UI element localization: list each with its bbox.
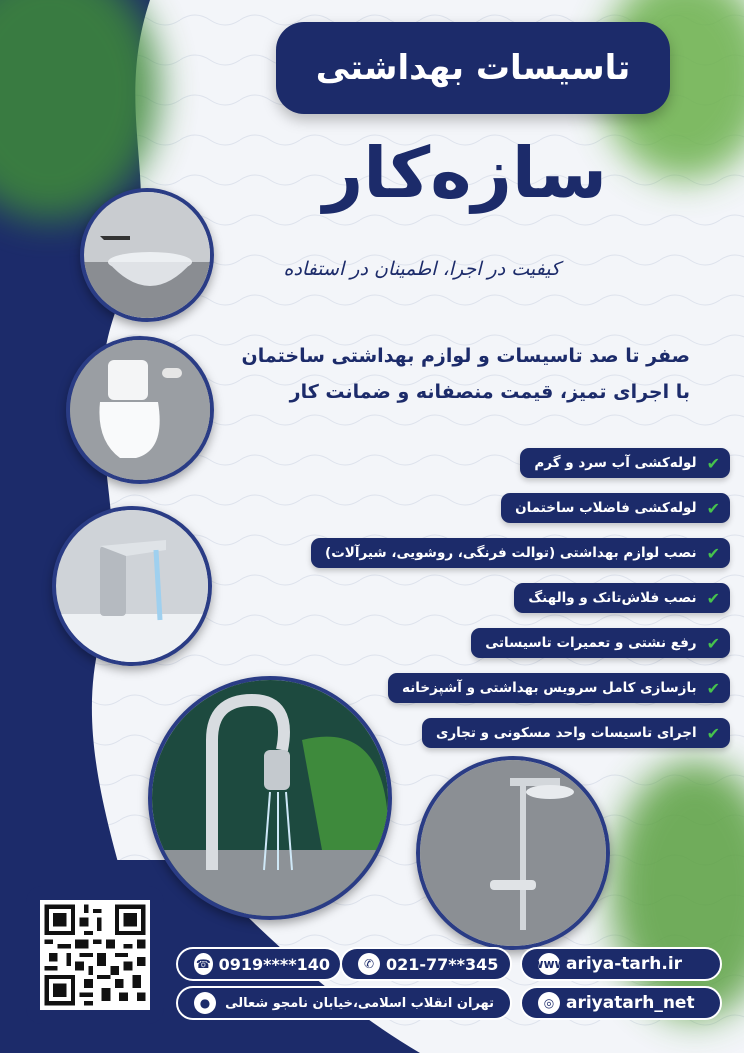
- mobile-pill[interactable]: [176, 947, 342, 981]
- phone-icon: ☎: [194, 953, 213, 975]
- header-box: [276, 22, 670, 114]
- kitchen-faucet-photo: [148, 676, 392, 920]
- check-icon: ✔: [706, 678, 720, 698]
- qr-code-icon: [40, 900, 150, 1010]
- brand-slogan: کیفیت در اجرا، اطمینان در استفاده: [283, 258, 560, 280]
- qr-code-frame: [26, 886, 164, 1024]
- list-item: ✔ اجرای تاسیسات واحد مسکونی و تجاری: [422, 718, 730, 748]
- page-title: تاسیسات بهداشتی: [315, 48, 631, 88]
- address-pill[interactable]: [176, 986, 512, 1020]
- instagram-icon: ◎: [538, 992, 560, 1014]
- phone-number: 021-77**345: [386, 954, 499, 974]
- faucet-photo: [52, 506, 212, 666]
- check-icon: ✔: [706, 453, 720, 473]
- list-item: ✔ بازسازی کامل سرویس بهداشتی و آشپزخانه: [388, 673, 730, 703]
- check-icon: ✔: [706, 543, 720, 563]
- web-icon: www: [538, 953, 560, 975]
- intro-line-1: صفر تا صد تاسیسات و لوازم بهداشتی ساختمان: [241, 345, 690, 367]
- list-item: ✔ نصب فلاش‌تانک و والهنگ: [514, 583, 730, 613]
- list-item: ✔ لوله‌کشی فاضلاب ساختمان: [501, 493, 730, 523]
- location-pin-icon: ●: [194, 992, 216, 1014]
- check-icon: ✔: [706, 498, 720, 518]
- check-icon: ✔: [706, 723, 720, 743]
- toilet-photo: [66, 336, 214, 484]
- website-pill[interactable]: [520, 947, 722, 981]
- instagram-handle[interactable]: ariyatarh_net: [566, 993, 695, 1013]
- basin-photo: [80, 188, 214, 322]
- shower-photo: [416, 756, 610, 950]
- list-item: ✔ لوله‌کشی آب سرد و گرم: [520, 448, 730, 478]
- brand-name: سازه‌کار: [322, 132, 608, 214]
- address-text: تهران انقلاب اسلامی،خیابان نامجو شعالی: [225, 995, 494, 1011]
- list-item: ✔ رفع نشتی و تعمیرات تاسیساتی: [471, 628, 730, 658]
- intro-line-2: با اجرای تمیز، قیمت منصفانه و ضمانت کار: [289, 381, 690, 403]
- website-link[interactable]: ariya-tarh.ir: [566, 954, 683, 974]
- instagram-pill[interactable]: [520, 986, 722, 1020]
- mobile-number: 0919****140: [218, 954, 330, 974]
- intro-text: [240, 338, 690, 410]
- check-icon: ✔: [706, 588, 720, 608]
- telephone-icon: ✆: [358, 953, 380, 975]
- list-item: ✔ نصب لوازم بهداشتی (توالت فرنگی، روشویی، شیرآلات): [311, 538, 730, 568]
- phone-pill[interactable]: [340, 947, 512, 981]
- check-icon: ✔: [706, 633, 720, 653]
